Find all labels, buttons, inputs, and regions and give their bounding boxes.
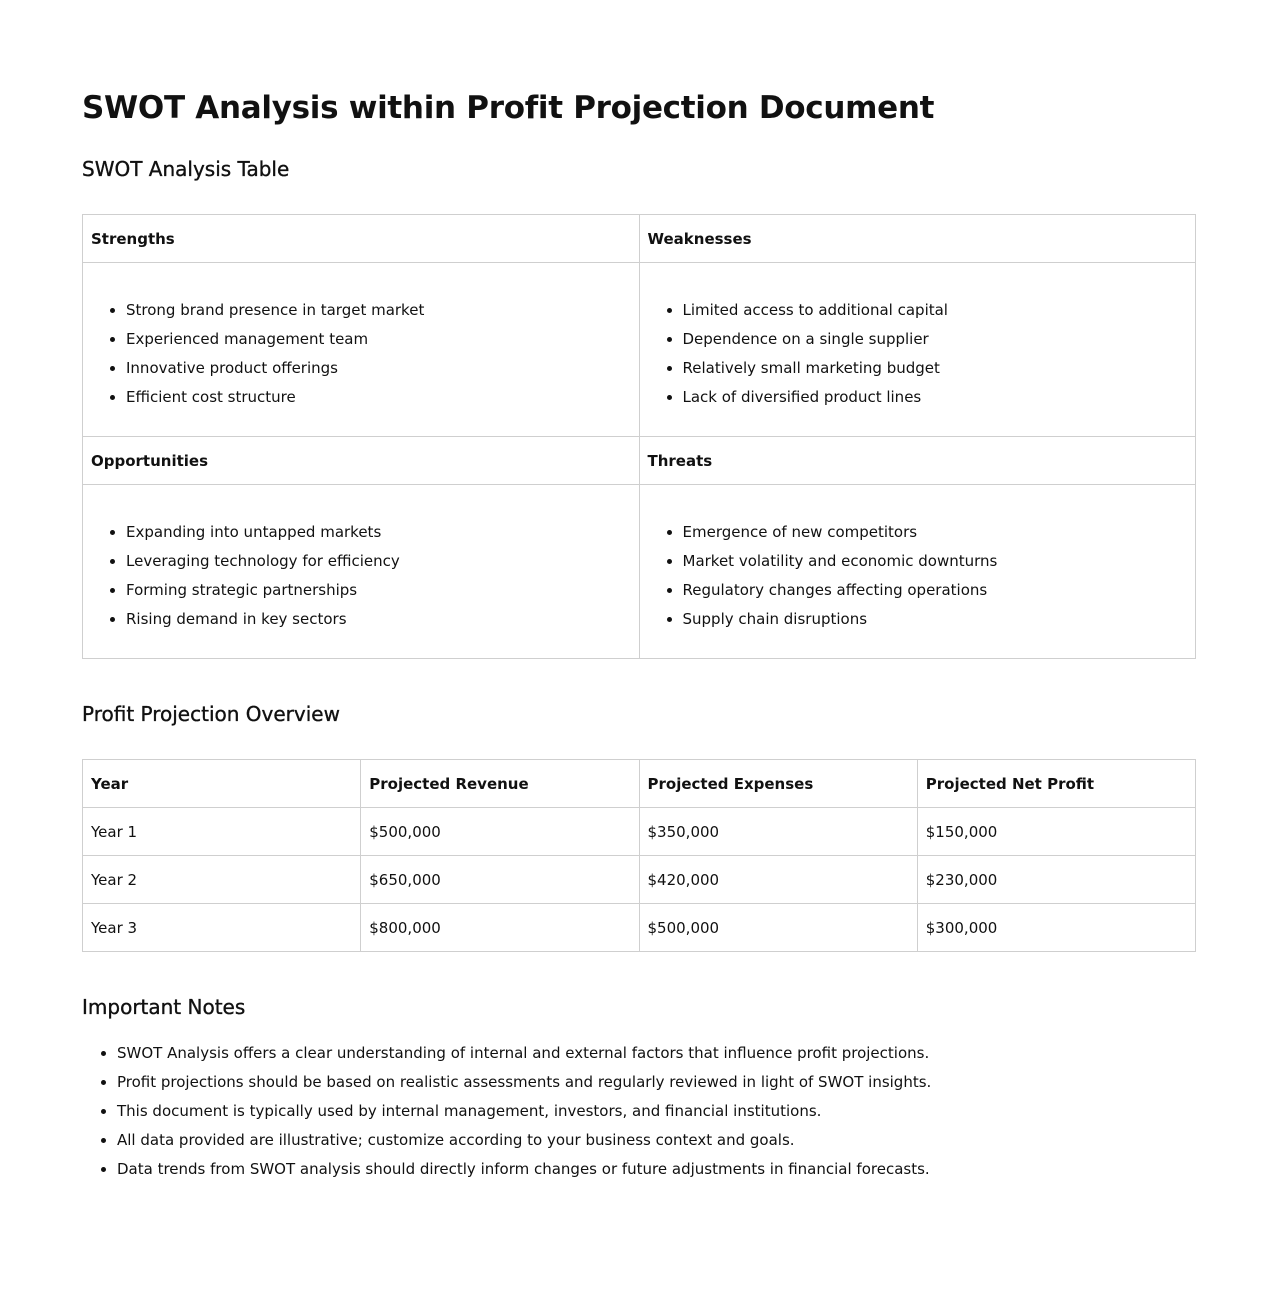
opportunities-cell (83, 485, 640, 659)
list-item: • Forming strategic partnerships (126, 576, 631, 605)
list-item: • Dependence on a single supplier (683, 325, 1188, 354)
table-cell: $500,000 (361, 808, 639, 856)
list-item: • Regulatory changes affecting operations (683, 576, 1188, 605)
table-header-row (83, 760, 1196, 808)
column-header: Year (83, 760, 361, 808)
list-item: • All data provided are illustrative; customize according to your business context and goals. (117, 1126, 1196, 1155)
weaknesses-cell (639, 263, 1196, 437)
swot-table (82, 214, 1196, 659)
list-item: • Strong brand presence in target market (126, 296, 631, 325)
list-item: • Profit projections should be based on realistic assessments and regularly reviewed in light of SWOT insights. (117, 1068, 1196, 1097)
threats-header: Threats (639, 437, 1196, 485)
weaknesses-list (648, 296, 1188, 412)
list-item: • This document is typically used by internal management, investors, and financial institutions. (117, 1097, 1196, 1126)
table-cell: $150,000 (917, 808, 1195, 856)
strengths-cell (83, 263, 640, 437)
swot-heading: SWOT Analysis Table (82, 157, 290, 181)
table-cell: $800,000 (361, 904, 639, 952)
page-title: SWOT Analysis within Profit Projection Document (82, 90, 935, 126)
opportunities-list (91, 518, 631, 634)
list-item: • SWOT Analysis offers a clear understanding of internal and external factors that influence profit projections. (117, 1039, 1196, 1068)
list-item: • Lack of diversified product lines (683, 383, 1188, 412)
weaknesses-header: Weaknesses (639, 215, 1196, 263)
table-cell: $300,000 (917, 904, 1195, 952)
table-row (83, 808, 1196, 856)
profit-heading: Profit Projection Overview (82, 702, 340, 726)
column-header: Projected Net Profit (917, 760, 1195, 808)
table-cell: Year 1 (83, 808, 361, 856)
profit-table (82, 759, 1196, 952)
column-header: Projected Expenses (639, 760, 917, 808)
table-row (83, 856, 1196, 904)
table-cell: Year 3 (83, 904, 361, 952)
strengths-header: Strengths (83, 215, 640, 263)
strengths-list (91, 296, 631, 412)
list-item: • Leveraging technology for efficiency (126, 547, 631, 576)
threats-list (648, 518, 1188, 634)
list-item: • Rising demand in key sectors (126, 605, 631, 634)
list-item: • Limited access to additional capital (683, 296, 1188, 325)
column-header: Projected Revenue (361, 760, 639, 808)
list-item: • Efficient cost structure (126, 383, 631, 412)
list-item: • Relatively small marketing budget (683, 354, 1188, 383)
table-cell: $500,000 (639, 904, 917, 952)
threats-cell (639, 485, 1196, 659)
list-item: • Experienced management team (126, 325, 631, 354)
list-item: • Data trends from SWOT analysis should directly inform changes or future adjustments in financial forecasts. (117, 1155, 1196, 1184)
table-cell: $420,000 (639, 856, 917, 904)
table-row (83, 904, 1196, 952)
notes-list (82, 1039, 1196, 1184)
list-item: • Market volatility and economic downturns (683, 547, 1188, 576)
list-item: • Expanding into untapped markets (126, 518, 631, 547)
list-item: • Innovative product offerings (126, 354, 631, 383)
table-cell: $650,000 (361, 856, 639, 904)
table-cell: Year 2 (83, 856, 361, 904)
list-item: • Emergence of new competitors (683, 518, 1188, 547)
opportunities-header: Opportunities (83, 437, 640, 485)
table-cell: $350,000 (639, 808, 917, 856)
table-cell: $230,000 (917, 856, 1195, 904)
list-item: • Supply chain disruptions (683, 605, 1188, 634)
notes-heading: Important Notes (82, 995, 246, 1019)
